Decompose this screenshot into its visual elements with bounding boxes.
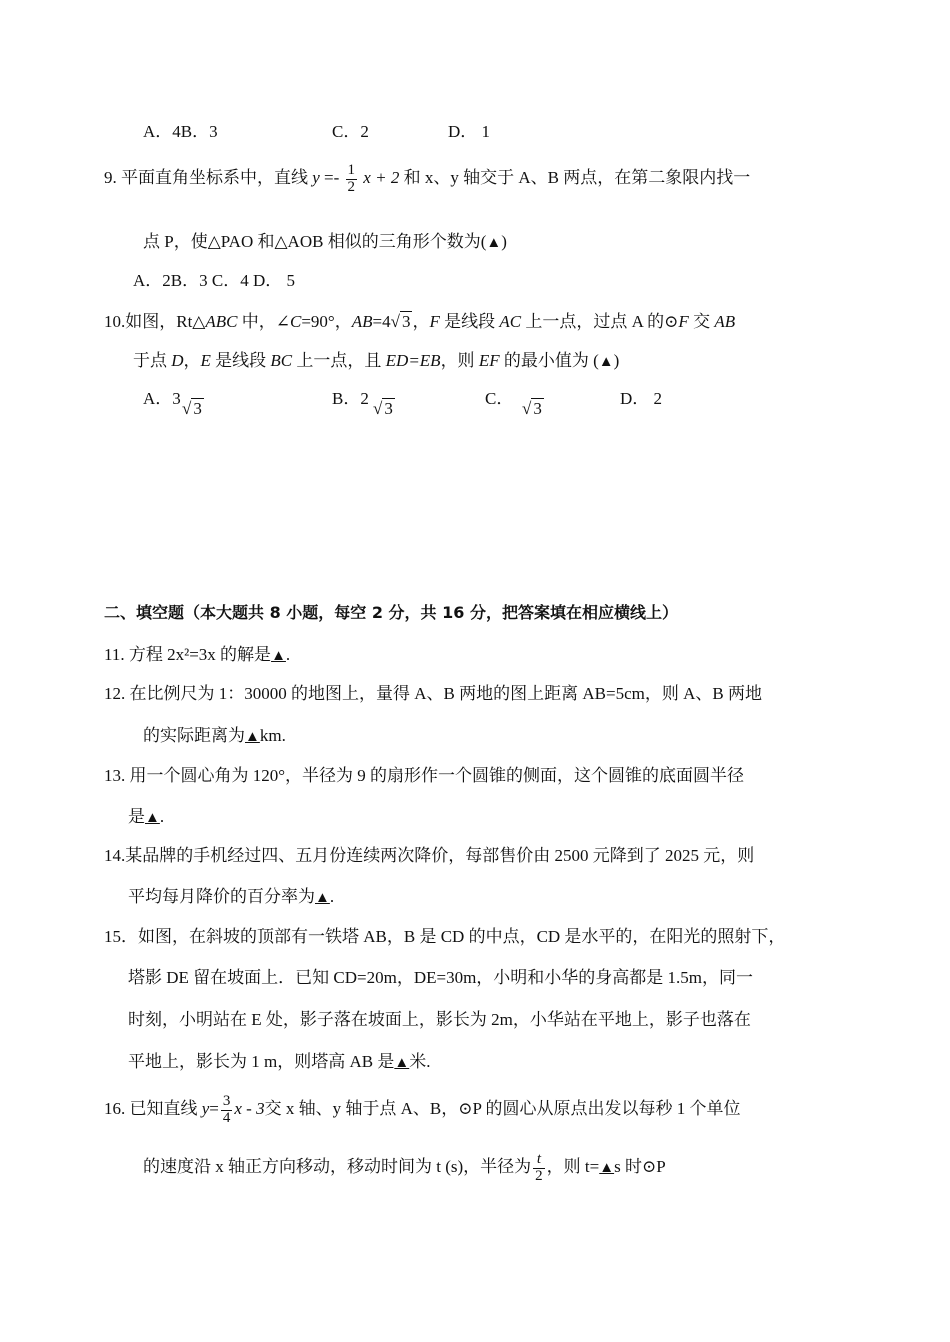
q10-t5: =90°， — [301, 312, 352, 331]
q16-t5: s 时⊙P — [614, 1157, 666, 1177]
q13-line2 — [128, 808, 164, 826]
q10-sqrt-rad: 3 — [401, 312, 411, 331]
q15-t1: 平地上，影长为 1 m，则塔高 AB 是 — [128, 1052, 395, 1071]
q10-option-b-rad: 3 — [384, 399, 393, 418]
q11-text: 11. 方程 2x²=3x 的解是 — [104, 645, 272, 664]
q16-t1: 16. 已知直线 — [104, 1099, 198, 1119]
q10-l2-t3: ， — [183, 351, 201, 370]
q9-options: A．2B．3 C．4 D． 5 — [133, 271, 295, 290]
q10-t13: F — [678, 312, 689, 331]
q10-option-b-sqrt: √ 3 — [373, 399, 393, 418]
q8-option-c: C．2 — [332, 122, 369, 141]
q8-option-ab: A．4B．3 — [143, 122, 218, 141]
q10-t9: F — [429, 312, 440, 331]
q14-t1: 平均每月降价的百分率为 — [128, 887, 315, 906]
q9-fraction — [346, 163, 358, 196]
q10-t11: AC — [499, 312, 522, 331]
q16-answer-blank: ▲ — [599, 1160, 615, 1177]
q10-option-d: D． 2 — [620, 389, 663, 408]
q12-line2 — [143, 727, 286, 745]
q12-t1: 的实际距离为 — [143, 726, 245, 745]
q10-answer-blank: ▲ — [598, 354, 614, 370]
q9-frac-den: 2 — [347, 178, 356, 195]
q10-t14: 交 — [688, 312, 715, 331]
q11-line — [104, 646, 290, 664]
q10-option-c-rad: 3 — [533, 399, 542, 418]
q16-frac-den: 4 — [222, 1109, 231, 1126]
q9-line2-text: 点 P，使△PAO 和△AOB 相似的三角形个数为( — [143, 232, 487, 251]
q10-sqrt: √ 3 — [390, 312, 411, 331]
q16-t4: ，则 t= — [546, 1157, 600, 1177]
q9-post: 和 x、y 轴交于 A、B 两点，在第二象限内找一 — [403, 168, 751, 188]
q15-line2: 塔影 DE 留在坡面上．已知 CD=20m，DE=30m，小明和小华的身高都是 1.5m，同一 — [128, 968, 754, 987]
q10-l2-t9: ，则 — [440, 351, 479, 370]
q10-l2-t10: EF — [478, 351, 500, 370]
q14-line2 — [128, 888, 334, 906]
q11-end: . — [285, 645, 291, 664]
q16-eq-rest: x - 3 — [234, 1099, 265, 1119]
q16-line2 — [143, 1152, 666, 1185]
q10-l2-t6: BC — [270, 351, 293, 370]
figures-area — [0, 440, 950, 610]
q10-l2-t4: E — [200, 351, 211, 370]
q10-l2-t11: 的最小值为 ( — [499, 351, 599, 370]
q10-option-a-rad: 3 — [193, 399, 202, 418]
q9-frac-num: 1 — [347, 162, 356, 178]
q15-line1: 15．如图，在斜坡的顶部有一铁塔 AB，B 是 CD 的中点，CD 是水平的，在阳光的照射下， — [104, 927, 786, 946]
q10-option-c-label: C． — [485, 389, 514, 408]
q10-t15: AB — [714, 312, 736, 331]
q16-t2: 交 x 轴、y 轴于点 A、B，⊙P 的圆心从原点出发以每秒 1 个单位 — [264, 1099, 741, 1119]
q11-answer-blank: ▲ — [271, 648, 286, 664]
q10-t10: 是线段 — [439, 312, 500, 331]
q10-line1 — [104, 313, 735, 330]
q10-t8: ， — [412, 312, 430, 331]
q10-l2-t2: D — [171, 351, 184, 370]
q9-eq-rest: x + 2 — [363, 168, 400, 188]
q10-option-a-label: A．3 — [143, 389, 181, 408]
q10-l2-t12: ) — [613, 351, 620, 370]
q10-option-c-sqrt: √ 3 — [522, 399, 542, 418]
q10-option-a-sqrt: √ 3 — [182, 399, 202, 418]
q15-line4 — [128, 1053, 430, 1071]
q13-answer-blank: ▲ — [145, 810, 160, 826]
q9-line1 — [104, 163, 750, 196]
q8-option-d: D． 1 — [448, 122, 491, 141]
q16-fraction — [221, 1094, 233, 1127]
q16-line1 — [104, 1094, 741, 1127]
q15-t2: 米. — [409, 1052, 431, 1071]
q9-pre: 平面直角坐标系中，直线 — [121, 168, 308, 188]
q10-number: 10. — [104, 312, 126, 331]
q10-t3: 中，∠ — [237, 312, 290, 331]
q13-t1: 是 — [128, 807, 145, 826]
q10-t4: C — [290, 312, 302, 331]
q14-answer-blank: ▲ — [315, 890, 330, 906]
q16-frac-num: 3 — [222, 1093, 231, 1109]
q9-close: ) — [501, 232, 507, 251]
q10-t6: AB — [351, 312, 373, 331]
q16-radius-fraction — [533, 1152, 545, 1185]
q9-line2 — [143, 233, 507, 251]
q10-t7: =4 — [372, 312, 391, 331]
q16-r-den: 2 — [535, 1167, 543, 1184]
q9-eq-y: y — [312, 168, 320, 188]
q12-answer-blank: ▲ — [245, 729, 260, 745]
q13-line1: 13. 用一个圆心角为 120°，半径为 9 的扇形作一个圆锥的侧面，这个圆锥的底面圆半径 — [104, 766, 745, 785]
q14-line1: 14.某品牌的手机经过四、五月份连续两次降价，每部售价由 2500 元降到了 2025 元，则 — [104, 846, 755, 865]
section2-heading: 二、填空题（本大题共 8 小题，每空 2 分，共 16 分，把答案填在相应横线上） — [104, 603, 678, 622]
q9-eq-eq: =- — [324, 168, 340, 188]
q10-l2-t5: 是线段 — [210, 351, 271, 370]
q9-number: 9. — [104, 168, 117, 188]
q10-line2 — [133, 352, 619, 370]
q10-t2: ABC — [205, 312, 238, 331]
q10-l2-t1: 于点 — [133, 351, 172, 370]
q15-line3: 时刻，小明站在 E 处，影子落在坡面上，影长为 2m，小华站在平地上，影子也落在 — [128, 1010, 751, 1029]
q16-eq-y: y — [201, 1099, 210, 1119]
q12-t2: km. — [259, 726, 286, 745]
q15-answer-blank: ▲ — [394, 1055, 410, 1071]
q16-r-num: t — [533, 1152, 545, 1169]
q10-l2-t7: 上一点，且 — [292, 351, 386, 370]
q13-t2: . — [159, 807, 165, 826]
q10-option-b-label: B．2 — [332, 389, 369, 408]
q10-t1: 如图，Rt△ — [125, 312, 206, 331]
q16-t3: 的速度沿 x 轴正方向移动，移动时间为 t (s)，半径为 — [143, 1157, 532, 1177]
q12-line1: 12. 在比例尺为 1：30000 的地图上，量得 A、B 两地的图上距离 AB=5cm，则 A、B 两地 — [104, 684, 762, 703]
q10-l2-t8: ED=EB — [385, 351, 441, 370]
q14-t2: . — [329, 887, 335, 906]
q10-t12: 上一点，过点 A 的⊙ — [521, 312, 679, 331]
q16-eq-eq: = — [209, 1099, 219, 1119]
q9-answer-blank: ▲ — [486, 235, 502, 251]
